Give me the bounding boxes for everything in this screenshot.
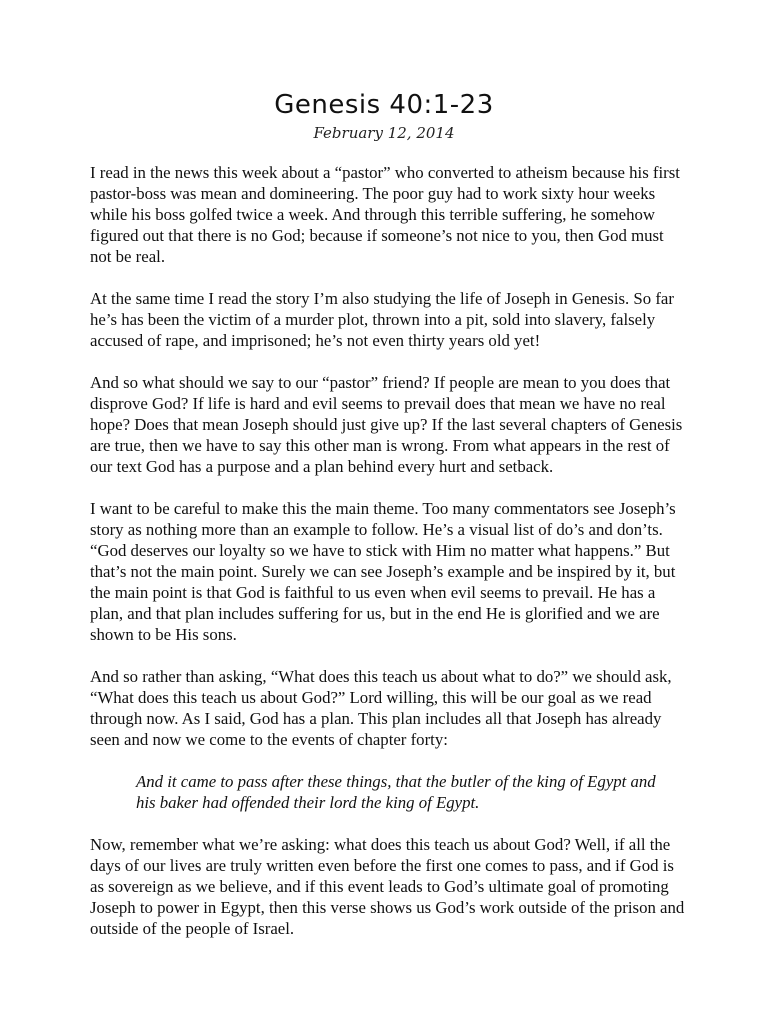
scripture-quote: And it came to pass after these things, that the butler of the king of Egypt and his baker had offended their lord the king of Egypt.: [136, 772, 656, 812]
paragraph: And so what should we say to our “pastor” friend? If people are mean to you does that disprove God? If life is hard and evil seems to prevail does that mean we have no real hope? Does that mean Joseph should just give up? If the last several chapters of Genesis are true, then we have to say this other man is wrong. From what appears in the rest of our text God has a purpose and a plan behind every hurt and setback.: [90, 373, 683, 476]
document-body: [90, 162, 688, 960]
paragraph: At the same time I read the story I’m also studying the life of Joseph in Genesis. So far he’s has been the victim of a murder plot, thrown into a pit, sold into slavery, falsely accused of rape, and imprisoned; he’s not even thirty years old yet!: [90, 289, 674, 350]
paragraph: I want to be careful to make this the main theme. Too many commentators see Joseph’s story as nothing more than an example to follow. He’s a visual list of do’s and don’ts. “God deserves our loyalty so we have to stick with Him no matter what happens.” But that’s not the main point. Surely we can see Joseph’s example and be inspired by it, but the main point is that God is faithful to us even when evil seems to prevail. He has a plan, and that plan includes suffering for us, but in the end He is glorified and we are shown to be His sons.: [90, 499, 676, 644]
paragraph: Now, remember what we’re asking: what does this teach us about God? Well, if all the days of our lives are truly written even before the first one comes to pass, and if God is as sovereign as we believe, and if this event leads to God’s ultimate goal of promoting Joseph to power in Egypt, then this verse shows us God’s work outside of the prison and outside of the people of Israel.: [90, 835, 685, 938]
document-date: February 12, 2014: [313, 124, 455, 142]
page-title: Genesis 40:1-23: [274, 90, 494, 120]
paragraph: And so rather than asking, “What does this teach us about what to do?” we should ask, “What does this teach us about God?” Lord willing, this will be our goal as we read through now. As I said, God has a plan. This plan includes all that Joseph has already seen and now we come to the events of chapter forty:: [90, 667, 672, 749]
paragraph: I read in the news this week about a “pastor” who converted to atheism because his first pastor-boss was mean and domineering. The poor guy had to work sixty hour weeks while his boss golfed twice a week. And through this terrible suffering, he somehow figured out that there is no God; because if someone’s not nice to you, then God must not be real.: [90, 163, 680, 266]
